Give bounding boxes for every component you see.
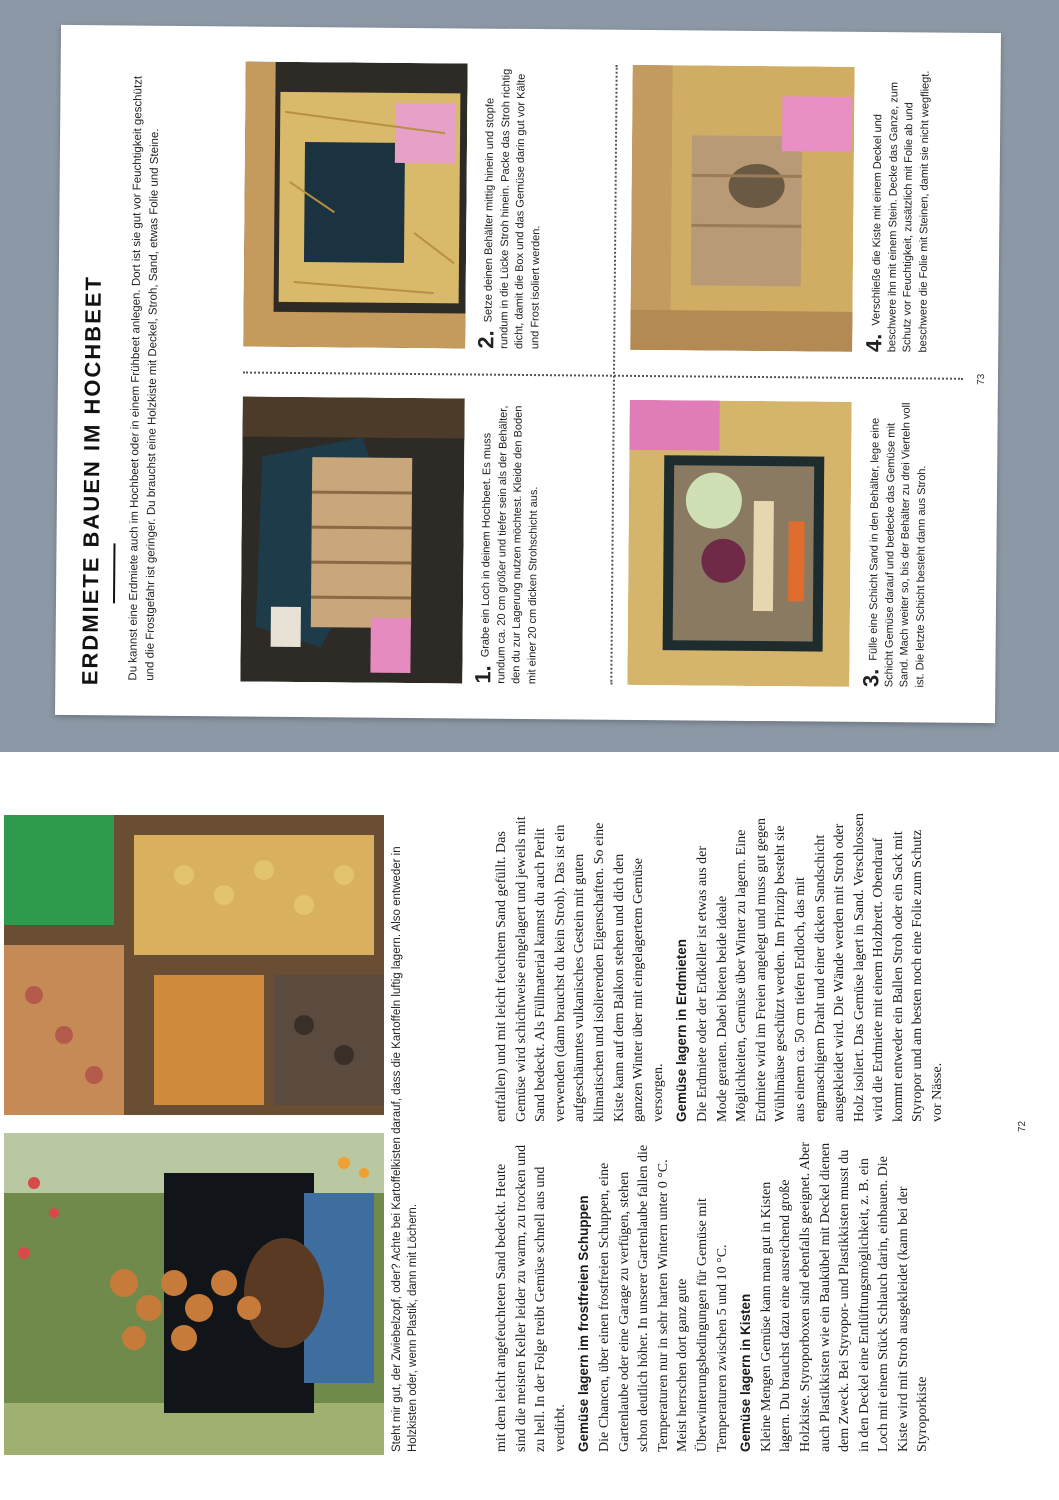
heading-kisten: Gemüse lagern in Kisten bbox=[738, 1293, 754, 1452]
step-2-text: Setze deinen Behälter mittig hinein und stopfe rundum in die Lücke Stroh hinein. Packe das Stroh richtig dicht, damit die Box und das Gemüse darin gut vor Kälte und Frost isoliert werden. bbox=[482, 68, 542, 350]
column-2-paragraph-1: entfallen) und mit leicht feuchtem Sand gefüllt. Das Gemüse wird schichtweise eingelagert und jeweils mit Sand bedeckt. Als Füllmaterial kannst du auch Perlit verwenden (dann brauchst du kein Stroh). Das ist ein aufgeschäumtes vulkanisches Gestein mit guten klimatischen und isolierenden Eigenschaften. So eine Kiste kann auf dem Balkon stehen und dich den ganzen Winter über mit eingelagertem Gemüse versorgen. bbox=[494, 816, 666, 1122]
step-4-wrap bbox=[861, 67, 933, 353]
page-title: ERDMIETE BAUEN IM HOCHBEET bbox=[77, 274, 106, 686]
photo-step-2 bbox=[243, 62, 467, 349]
step-3-text: Fülle eine Schicht Sand in den Behälter, lege eine Schicht Gemüse darauf und bedecke das Gemüse mit Sand. Mach weiter so, bis der Behälter zu drei Vierteln voll ist. Die letzte Schicht besteht dann aus Stroh. bbox=[867, 402, 928, 688]
heading-erdmieten: Gemüse lagern in Erdmieten bbox=[674, 938, 690, 1122]
intro-text: Du kannst eine Erdmiete auch im Hochbeet oder in einem Frühbeet anlegen. Dort ist sie gut vor Feuchtigkeit geschützt und die Frostgefahr ist geringer. Du brauchst eine Holzkiste mit Deckel, Stroh, Sand, etwas Folie und Steine. bbox=[127, 75, 161, 681]
step-1-number: 1. bbox=[470, 665, 496, 684]
photo-onion-braid bbox=[4, 1133, 384, 1455]
column-1 bbox=[492, 1142, 933, 1452]
photo-caption-wrap bbox=[389, 812, 421, 1452]
column-2-paragraph-2: Die Erdmiete oder der Erdkeller ist etwas aus der Mode geraten. Dabei bieten beide ideale Möglichkeiten, Gemüse über Winter zu lagern. Eine Erdmiete wird im Freien angelegt und muss gut gegen Wühlmäuse geschützt werden. Im Prinzip besteht sie aus einem ca. 50 cm tiefen Erdloch, das mit engmaschigem Draht und einer dicken Sandschicht ausgekleidet wird. Die Wände werden mit Stroh oder Holz isoliert. Das Gemüse lagert in Sand. Verschlossen wird die Erdmiete mit einem Holzbrett. Obendrauf kommt entweder ein Ballen Stroh oder ein Sack mit Styropor und am besten noch eine Folie zum Schutz vor Nässe. bbox=[694, 813, 946, 1122]
column-2-wrap bbox=[492, 812, 948, 1122]
title-rule bbox=[113, 543, 116, 603]
page-73-card bbox=[55, 25, 1001, 723]
step-3-wrap bbox=[858, 402, 930, 688]
page-number-72: 72 bbox=[1017, 1120, 1028, 1132]
step-2-number: 2. bbox=[473, 330, 499, 349]
column-1-paragraph-3: Kleine Mengen Gemüse kann man gut in Kisten lagern. Du brauchst dazu eine ausreichend große Holzkiste. Styroporboxen sind ebenfalls geeignet. Aber auch Plastikkisten wie ein Baukübel mit Deckel dienen dem Zweck. Bei Styropor- und Plastikkisten musst du in den Deckel eine Entlüftungsmöglichkeit, z. B. ein Loch mit einem Stück Schlauch darin, einbauen. Die Kiste wird mit Stroh ausgekleidet (kann bei der Styroporkiste bbox=[758, 1142, 931, 1452]
page-number-72-wrap bbox=[1017, 1121, 1028, 1132]
photo-step-4 bbox=[630, 65, 854, 352]
step-1-wrap bbox=[470, 399, 542, 685]
photo-potato-crates bbox=[4, 815, 384, 1115]
column-2 bbox=[492, 812, 948, 1122]
column-1-paragraph-1: mit dem leicht angefeuchteten Sand bedeckt. Heute sind die meisten Keller leider zu warm, zu trocken und zu hell. In der Folge treibt Gemüse schnell aus und verdirbt. bbox=[494, 1144, 568, 1452]
step-2-wrap bbox=[473, 64, 545, 350]
step-4-number: 4. bbox=[861, 333, 887, 353]
intro-wrap bbox=[125, 66, 163, 681]
step-divider-horizontal bbox=[243, 372, 963, 380]
column-1-paragraph-2: Die Chancen, über einen frostfreien Schuppen, eine Gartenlaube oder eine Garage zu verfügen, stehen schon deutlich höher. In unserer Gartenlaube fallen die Temperaturen nur in sehr harten Wintern unter 0 °C. Meist herrschen dort ganz gute Überwinterungsbedingungen für Gemüse mit Temperaturen zwischen 5 und 10 °C. bbox=[596, 1144, 730, 1452]
column-1-wrap bbox=[492, 1142, 933, 1452]
step-4-text: Verschließe die Kiste mit einem Deckel und beschwere ihn mit einem Stein. Decke das Ganze, zum Schutz vor Feuchtigkeit, zusätzlich mit Folie ab und beschwere die Folie mit Steinen, damit sie nicht wegfliegt. bbox=[870, 70, 932, 353]
page-number-73: 73 bbox=[975, 373, 988, 386]
photo-caption: Steht mir gut, der Zwiebelzopf, oder? Achte bei Kartoffelkisten darauf, dass die Kartoffeln luftig lagern. Also entweder in Holzkisten oder, wenn Plastik, dann mit Löchern. bbox=[391, 846, 419, 1452]
page-title-wrap bbox=[77, 275, 107, 685]
page-number-73-wrap bbox=[976, 374, 987, 385]
photo-step-3 bbox=[627, 400, 851, 687]
step-1-text: Grabe ein Loch in deinem Hochbeet. Es muss rundum ca. 20 cm größer und tiefer sein als der Behälter, den du zur Lagerung nutzen möchtest. Kleide den Boden mit einer 20 cm dicken Strohschicht aus. bbox=[479, 405, 540, 685]
photo-step-1 bbox=[240, 397, 464, 684]
heading-schuppen: Gemüse lagern im frostfreien Schuppen bbox=[576, 1195, 592, 1452]
step-3-number: 3. bbox=[858, 668, 884, 688]
